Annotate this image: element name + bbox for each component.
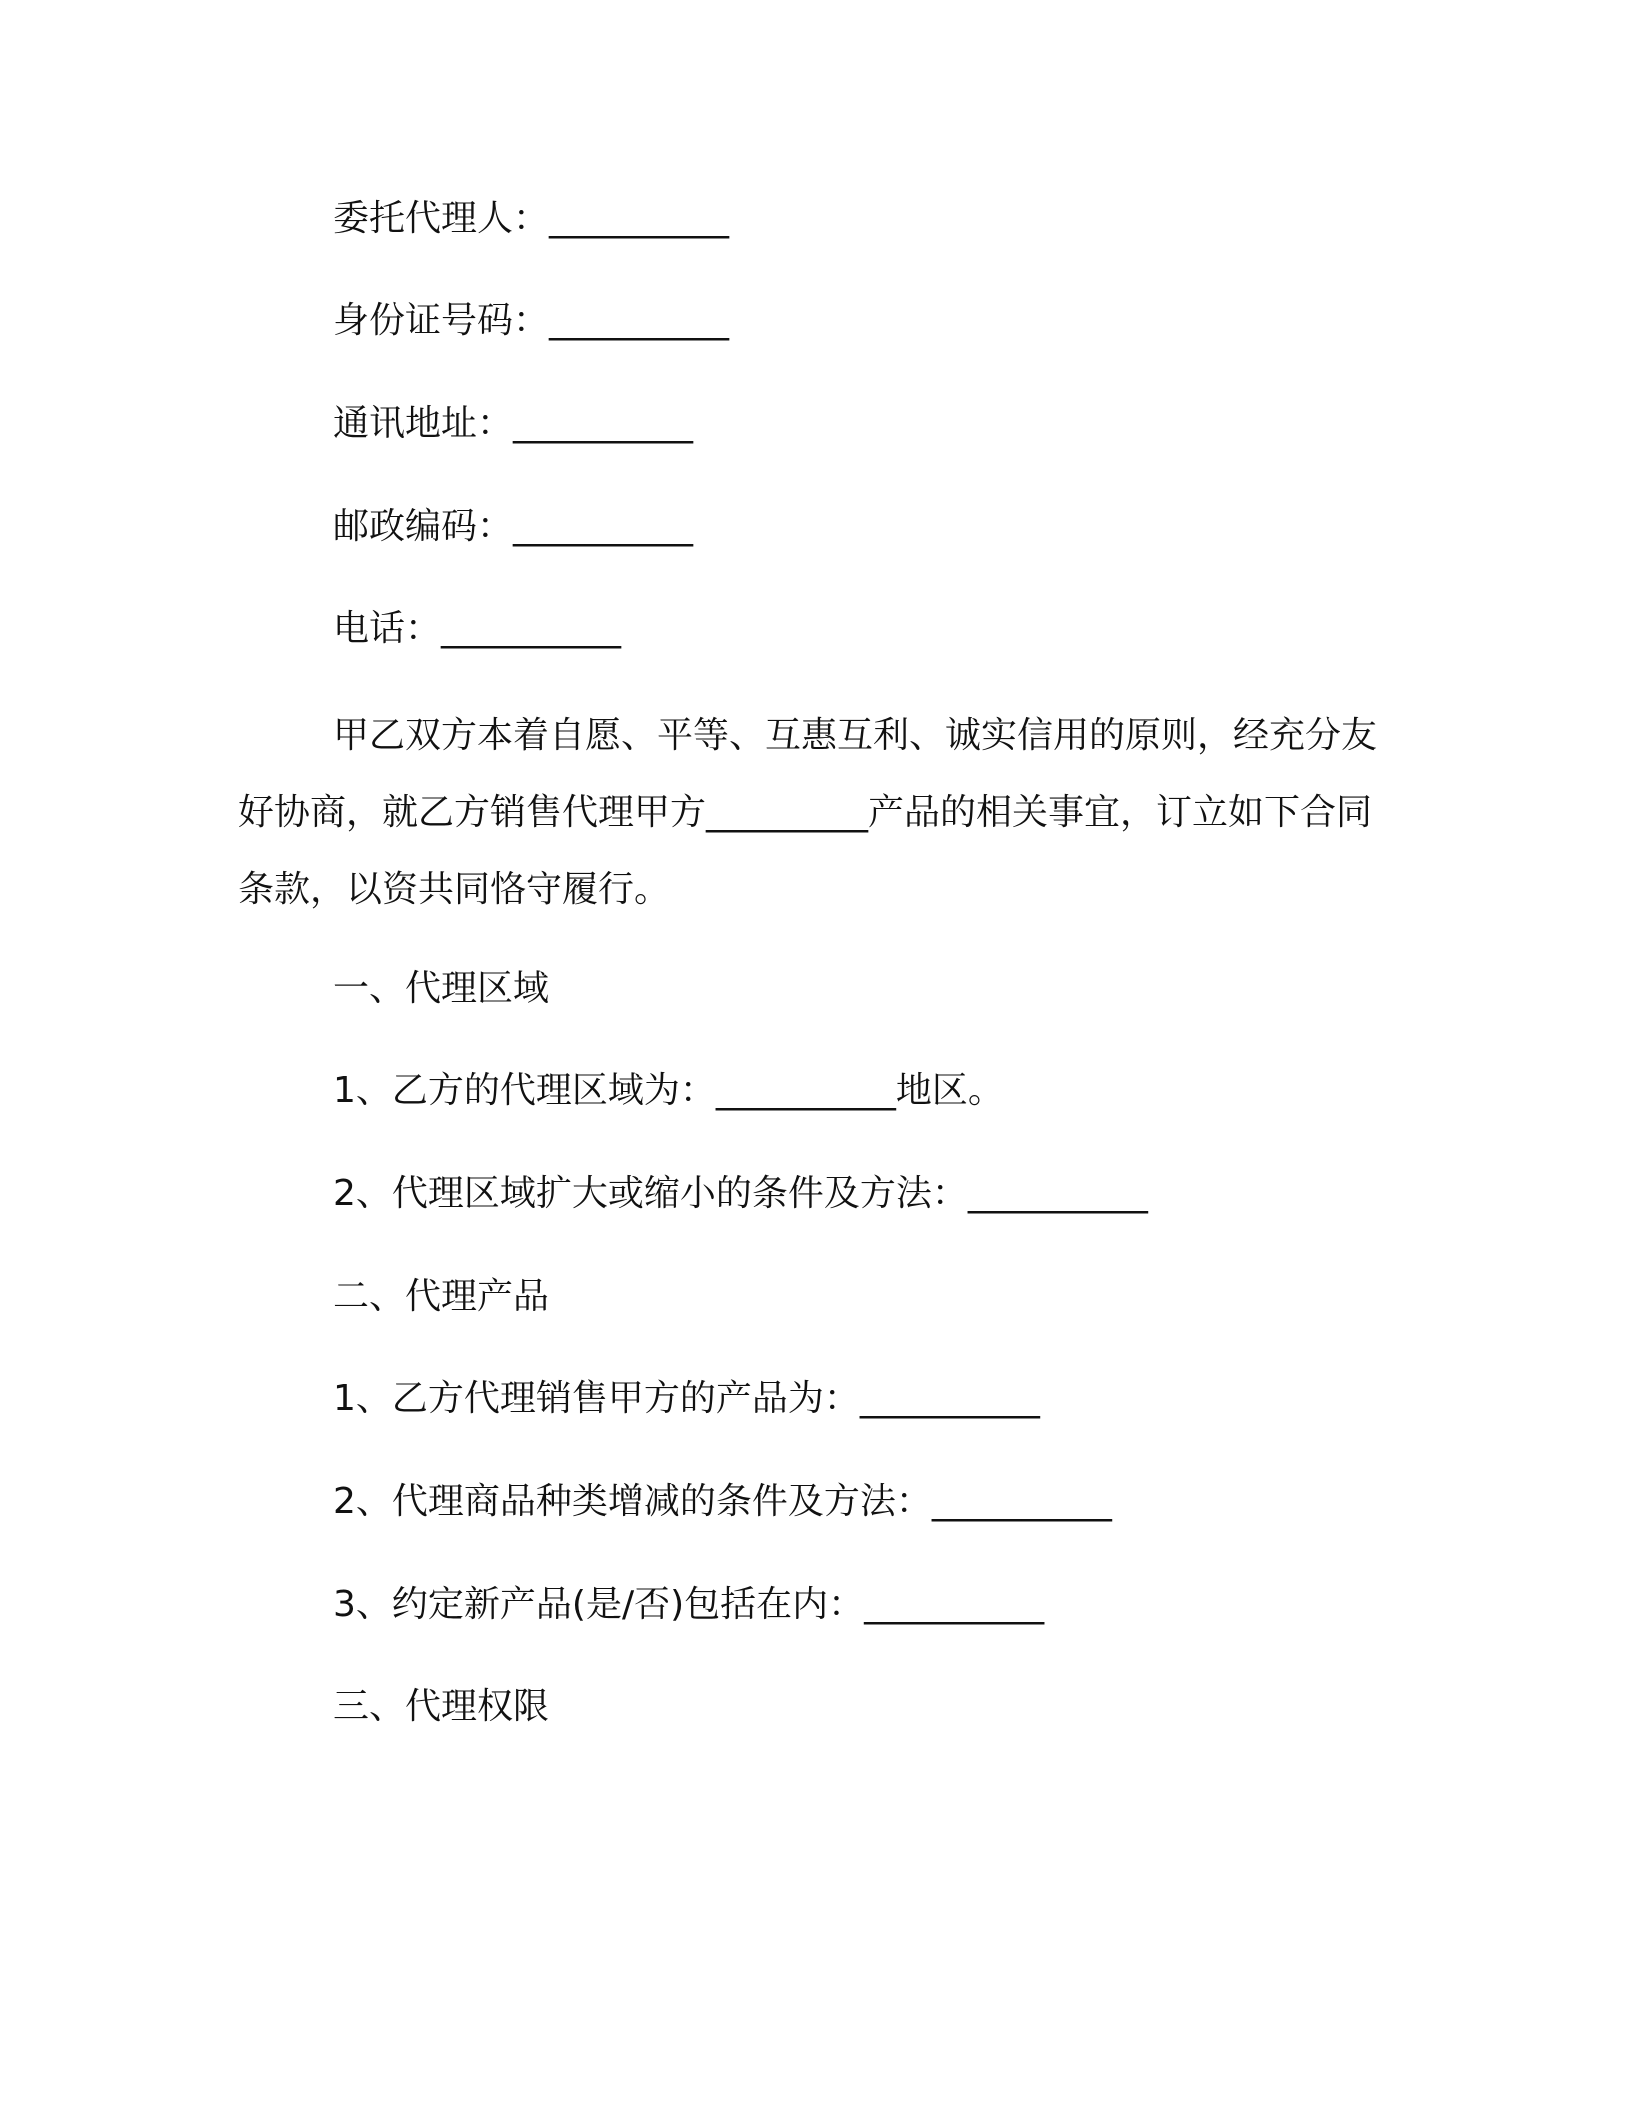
section2-item3	[333, 1581, 1044, 1629]
field-id-number	[333, 297, 729, 345]
field-id-number-label: 身份证号码：	[333, 300, 550, 341]
field-agent-blank: __________	[549, 198, 730, 239]
field-address	[333, 400, 693, 448]
section1-item2	[333, 1170, 1148, 1218]
field-address-blank: __________	[513, 403, 694, 444]
section1-item2-label: 2、代理区域扩大或缩小的条件及方法：	[333, 1173, 968, 1214]
section2-item1-label: 1、乙方代理销售甲方的产品为：	[333, 1378, 860, 1419]
section1-item2-blank: __________	[967, 1173, 1148, 1214]
field-agent-label: 委托代理人：	[333, 198, 550, 239]
section1-heading: 一、代理区域	[333, 968, 550, 1009]
section2-item2-blank: __________	[931, 1481, 1112, 1522]
section1-item1	[333, 1067, 1004, 1115]
intro-blank: _________	[706, 792, 869, 833]
field-phone-label: 电话：	[333, 608, 442, 649]
field-phone-blank: __________	[441, 608, 622, 649]
section2-item3-label: 3、约定新产品(是/否)包括在内：	[333, 1584, 865, 1625]
field-agent	[333, 195, 729, 243]
section2-item2	[333, 1478, 1112, 1526]
intro-part2: 产品的相关事宜，订立如下合同条款，以资共同恪守履行。	[238, 792, 1373, 910]
section2-item1-blank: __________	[859, 1378, 1040, 1419]
section1-item1-blank: __________	[715, 1070, 896, 1111]
section2-item3-blank: __________	[864, 1584, 1045, 1625]
field-id-number-blank: __________	[549, 300, 730, 341]
section2-item2-label: 2、代理商品种类增减的条件及方法：	[333, 1481, 932, 1522]
section3-heading: 三、代理权限	[333, 1686, 550, 1727]
field-postcode-blank: __________	[513, 506, 694, 547]
field-postcode	[333, 503, 693, 551]
intro-part1: 甲乙双方本着自愿、平等、互惠互利、诚实信用的原则，经充分友好协商，就乙方销售代理甲方	[238, 715, 1378, 833]
field-phone	[333, 605, 621, 653]
field-postcode-label: 邮政编码：	[333, 506, 514, 547]
intro-paragraph	[238, 697, 1388, 928]
section2-item1	[333, 1375, 1040, 1423]
section2-heading: 二、代理产品	[333, 1276, 550, 1317]
field-address-label: 通讯地址：	[333, 403, 514, 444]
section1-item1-suffix: 地区。	[895, 1070, 1004, 1111]
section1-item1-label: 1、乙方的代理区域为：	[333, 1070, 716, 1111]
